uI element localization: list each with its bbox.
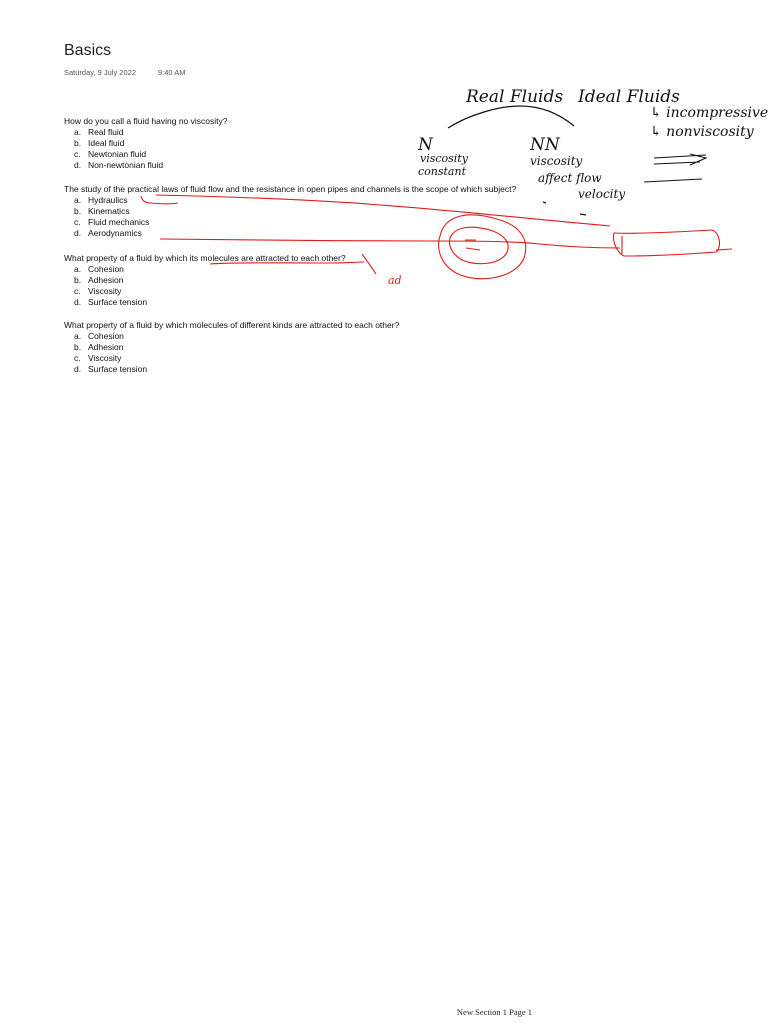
option-item	[64, 342, 604, 353]
ink-loop-marks	[465, 240, 480, 250]
option-item	[64, 228, 604, 239]
option-letter: c.	[74, 217, 81, 227]
question-text-underlined: molecules are attracted to each other	[200, 253, 341, 263]
option-text: Cohesion	[88, 264, 124, 274]
option-letter: b.	[74, 206, 82, 216]
ink-n-note-2: constant	[418, 165, 466, 178]
option-letter: d.	[74, 228, 82, 238]
ink-incompressible: ↳ incompressive	[650, 105, 768, 121]
ink-nn-note-2: affect flow	[538, 171, 602, 185]
option-item	[64, 364, 604, 375]
question-text: The study of the practical laws of fluid flow and the resistance in open pipes and channels is the scope of which subject?	[64, 184, 517, 194]
option-letter: b.	[74, 275, 82, 285]
option-letter: c.	[74, 286, 81, 296]
option-list	[64, 331, 604, 375]
option-text: Adhesion	[88, 342, 124, 352]
option-text: Adhesion	[88, 275, 124, 285]
option-item	[64, 264, 604, 275]
option-letter: d.	[74, 160, 82, 170]
option-item	[64, 286, 604, 297]
option-letter: b.	[74, 138, 82, 148]
option-letter: a.	[74, 331, 82, 341]
ink-real-fluids: Real Fluids	[466, 87, 564, 107]
option-item	[64, 297, 604, 308]
option-item	[64, 353, 604, 364]
question-text-start: What property of a fluid by which its	[64, 253, 201, 263]
ink-n-note-1: viscosity	[420, 152, 468, 165]
question-text: What property of a fluid by which molecules of different kinds are attracted to each other?	[64, 320, 400, 330]
ink-pipe-end-tail	[716, 249, 732, 250]
ink-nonviscosity: ↳ nonviscosity	[650, 124, 754, 140]
question-4	[64, 320, 604, 375]
page-date: Saturday, 9 July 2022	[64, 68, 136, 77]
question-text: How do you call a fluid having no viscosity?	[64, 116, 228, 126]
option-letter: d.	[74, 297, 82, 307]
question-1	[64, 116, 604, 171]
option-item	[64, 206, 604, 217]
ink-n-label: N	[418, 135, 433, 155]
option-text: Hydraulics	[88, 195, 128, 205]
option-item	[64, 127, 604, 138]
option-letter: b.	[74, 342, 82, 352]
option-item	[64, 217, 604, 228]
ink-pipe-end	[613, 230, 719, 256]
ink-ideal-fluids: Ideal Fluids	[578, 87, 680, 107]
option-item	[64, 149, 604, 160]
option-letter: a.	[74, 195, 82, 205]
option-item	[64, 275, 604, 286]
page-footer: New Section 1 Page 1	[456, 1007, 532, 1017]
option-text: Viscosity	[88, 286, 122, 296]
option-letter: d.	[74, 364, 82, 374]
page-title: Basics	[64, 42, 112, 59]
option-list	[64, 127, 604, 171]
option-item	[64, 160, 604, 171]
option-item	[64, 331, 604, 342]
option-text: Viscosity	[88, 353, 122, 363]
option-text: Cohesion	[88, 331, 124, 341]
question-text	[64, 253, 604, 264]
ink-flow-line	[644, 179, 702, 182]
option-letter: c.	[74, 353, 81, 363]
option-text: Non-newtonian fluid	[88, 160, 164, 170]
option-text: Real fluid	[88, 127, 124, 137]
option-list	[64, 195, 604, 239]
option-text: Aerodynamics	[88, 228, 142, 238]
question-text-end: ?	[340, 253, 346, 263]
option-letter: c.	[74, 149, 81, 159]
option-item	[64, 195, 604, 206]
question-2	[64, 184, 604, 239]
ink-nn-note-3: velocity	[578, 187, 626, 201]
option-text: Surface tension	[88, 297, 148, 307]
question-3	[64, 253, 604, 308]
option-text: Kinematics	[88, 206, 130, 216]
option-letter: a.	[74, 264, 82, 274]
option-text: Ideal fluid	[88, 138, 125, 148]
option-list	[64, 264, 604, 308]
ink-pipe-bottom-line	[160, 239, 620, 248]
option-text: Fluid mechanics	[88, 217, 150, 227]
ink-q3-note: ad	[388, 274, 402, 287]
ink-flow-arrows	[654, 154, 706, 165]
option-text: Newtonian fluid	[88, 149, 147, 159]
ink-nn-note-1: viscosity	[530, 154, 583, 168]
option-item	[64, 138, 604, 149]
ink-nn-label: NN	[530, 135, 560, 155]
option-text: Surface tension	[88, 364, 148, 374]
option-letter: a.	[74, 127, 82, 137]
page-time: 9:40 AM	[158, 68, 186, 77]
